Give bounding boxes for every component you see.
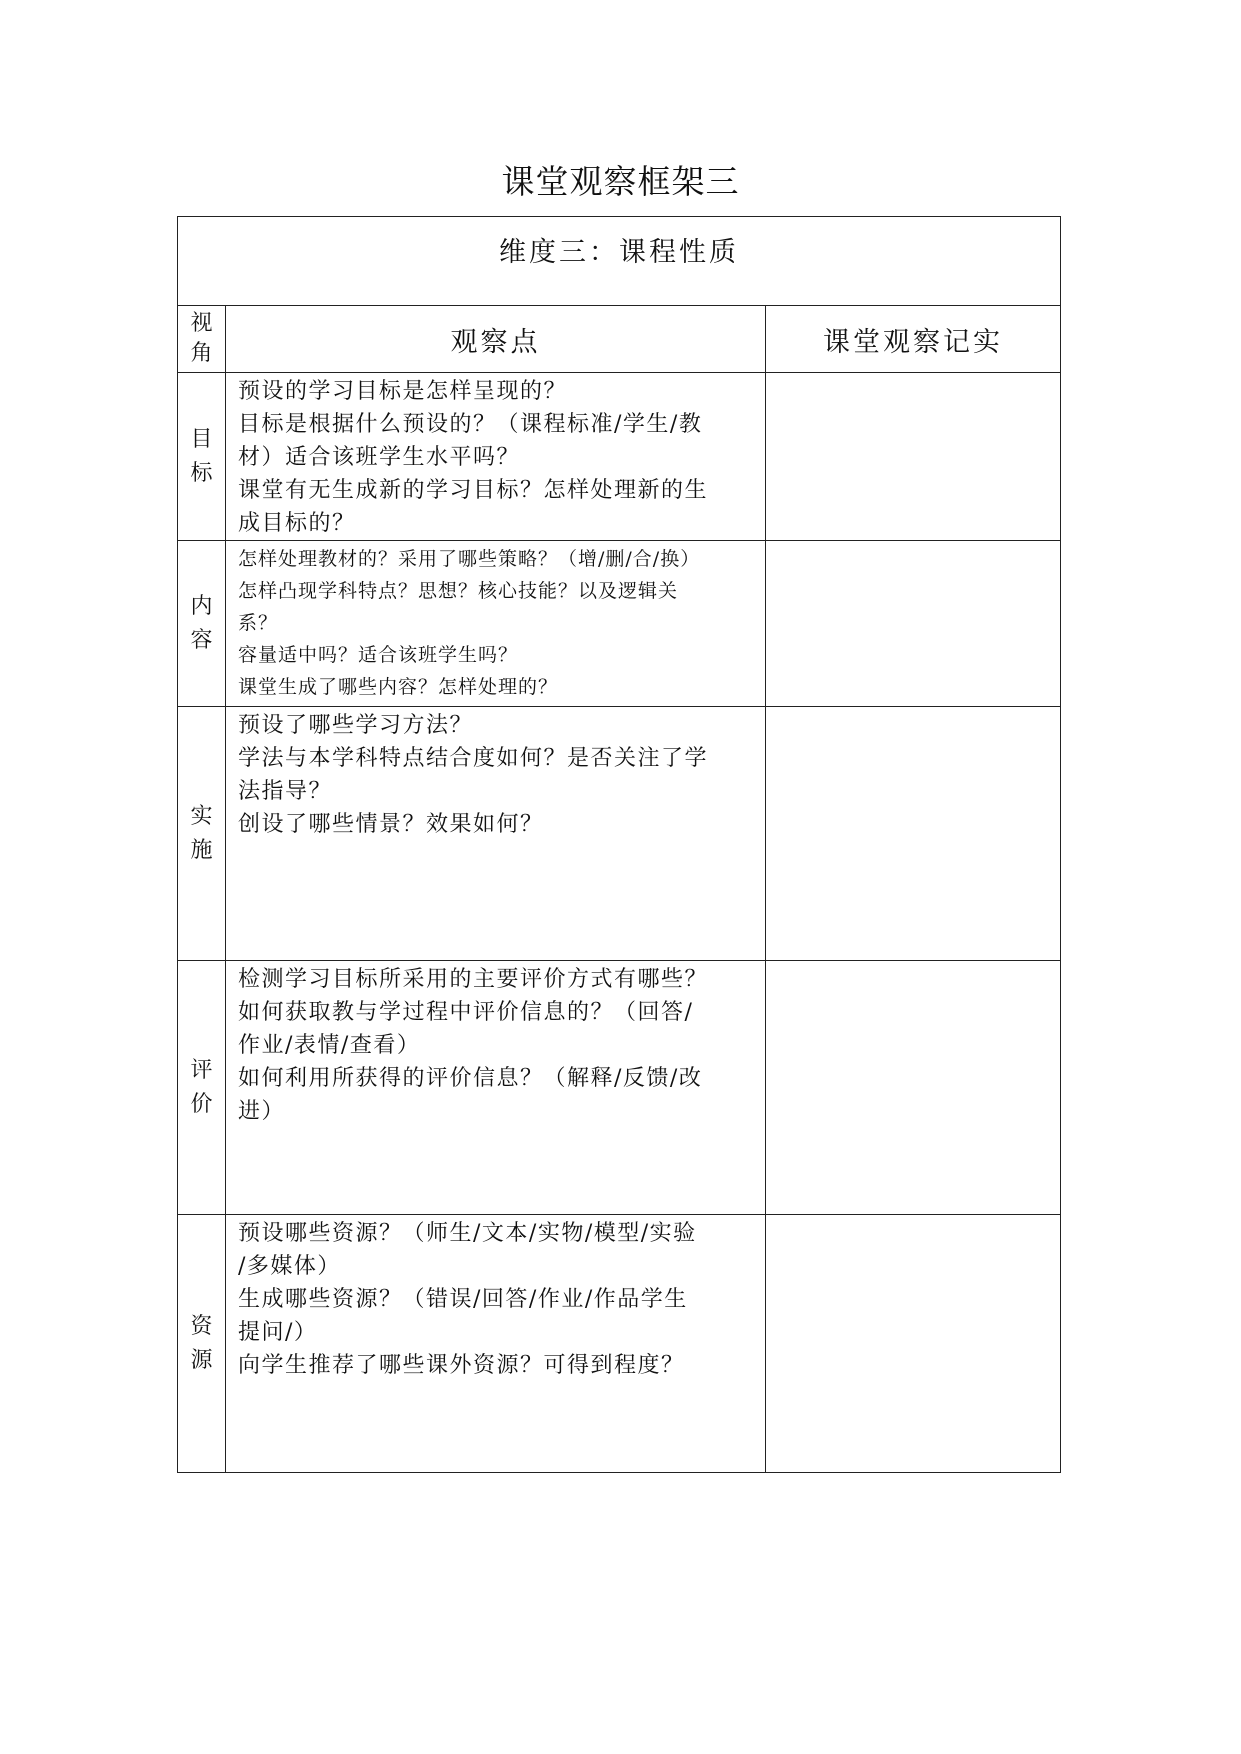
point-line: 怎样处理教材的？采用了哪些策略？（增/删/合/换） (238, 548, 701, 570)
point-line: 检测学习目标所采用的主要评价方式有哪些？ (238, 967, 709, 992)
header-view-char-2: 角 (190, 341, 213, 366)
point-line: 如何利用所获得的评价信息？（解释/反馈/改 (238, 1066, 703, 1091)
point-line: 生成哪些资源？（错误/回答/作业/作品学生 (238, 1287, 688, 1312)
view-cell-resources (178, 1215, 226, 1473)
point-line: 法指导？ (238, 779, 333, 804)
point-line: 学法与本学科特点结合度如何？是否关注了学 (238, 746, 709, 771)
points-cell-resources (226, 1215, 766, 1473)
view-char: 内 (190, 593, 213, 619)
observation-table (177, 216, 1061, 1473)
point-line: 创设了哪些情景？效果如何？ (238, 812, 544, 837)
view-char: 实 (190, 803, 213, 829)
point-line: 怎样凸现学科特点？思想？核心技能？以及逻辑关 (238, 580, 679, 602)
dimension-row (178, 217, 1061, 306)
view-char: 评 (190, 1057, 213, 1083)
point-line: 目标是根据什么预设的？（课程标准/学生/教 (238, 412, 703, 437)
view-char: 源 (190, 1347, 213, 1373)
view-cell-content (178, 541, 226, 707)
dimension-cell (178, 217, 1061, 306)
table-row-goal (178, 373, 1061, 541)
table-row-evaluation (178, 961, 1061, 1215)
view-char: 标 (190, 460, 213, 486)
record-cell-content[interactable] (766, 541, 1061, 707)
header-points-cell: 观察点 (226, 306, 766, 373)
point-line: 预设了哪些学习方法？ (238, 713, 474, 738)
record-cell-resources[interactable] (766, 1215, 1061, 1473)
points-cell-goal (226, 373, 766, 541)
header-view-cell (178, 306, 226, 373)
table-row-resources (178, 1215, 1061, 1473)
page-title: 课堂观察框架三 (501, 162, 740, 201)
table-row-implementation (178, 707, 1061, 961)
record-cell-goal[interactable] (766, 373, 1061, 541)
point-line: 向学生推荐了哪些课外资源？可得到程度？ (238, 1353, 685, 1378)
view-char: 施 (190, 837, 213, 863)
view-cell-goal (178, 373, 226, 541)
view-cell-evaluation (178, 961, 226, 1215)
view-char: 价 (190, 1091, 213, 1117)
point-line: 提问/） (238, 1320, 318, 1345)
point-line: 预设的学习目标是怎样呈现的？ (238, 379, 568, 404)
record-cell-implementation[interactable] (766, 707, 1061, 961)
view-cell-implementation (178, 707, 226, 961)
point-line: 系？ (238, 612, 279, 634)
point-line: 如何获取教与学过程中评价信息的？（回答/ (238, 1000, 694, 1025)
header-view-char-1: 视 (190, 311, 213, 336)
header-row (178, 306, 1061, 373)
view-char: 容 (190, 627, 213, 653)
point-line: 进） (238, 1099, 286, 1124)
point-line: 预设哪些资源？（师生/文本/实物/模型/实验 (238, 1221, 697, 1246)
view-char: 资 (190, 1313, 213, 1339)
point-line: 作业/表情/查看） (238, 1033, 421, 1058)
point-line: 成目标的？ (238, 511, 356, 536)
record-cell-evaluation[interactable] (766, 961, 1061, 1215)
points-cell-evaluation (226, 961, 766, 1215)
header-record-cell: 课堂观察记实 (766, 306, 1061, 373)
dimension-label: 维度三：课程性质 (499, 236, 739, 268)
point-line: /多媒体） (238, 1254, 341, 1279)
point-line: 材）适合该班学生水平吗？ (238, 445, 521, 470)
points-cell-implementation (226, 707, 766, 961)
point-line: 课堂有无生成新的学习目标？怎样处理新的生 (238, 478, 709, 503)
points-cell-content (226, 541, 766, 707)
view-char: 目 (190, 426, 213, 452)
point-line: 容量适中吗？适合该班学生吗？ (238, 644, 519, 666)
point-line: 课堂生成了哪些内容？怎样处理的？ (238, 676, 559, 698)
table-row-content (178, 541, 1061, 707)
